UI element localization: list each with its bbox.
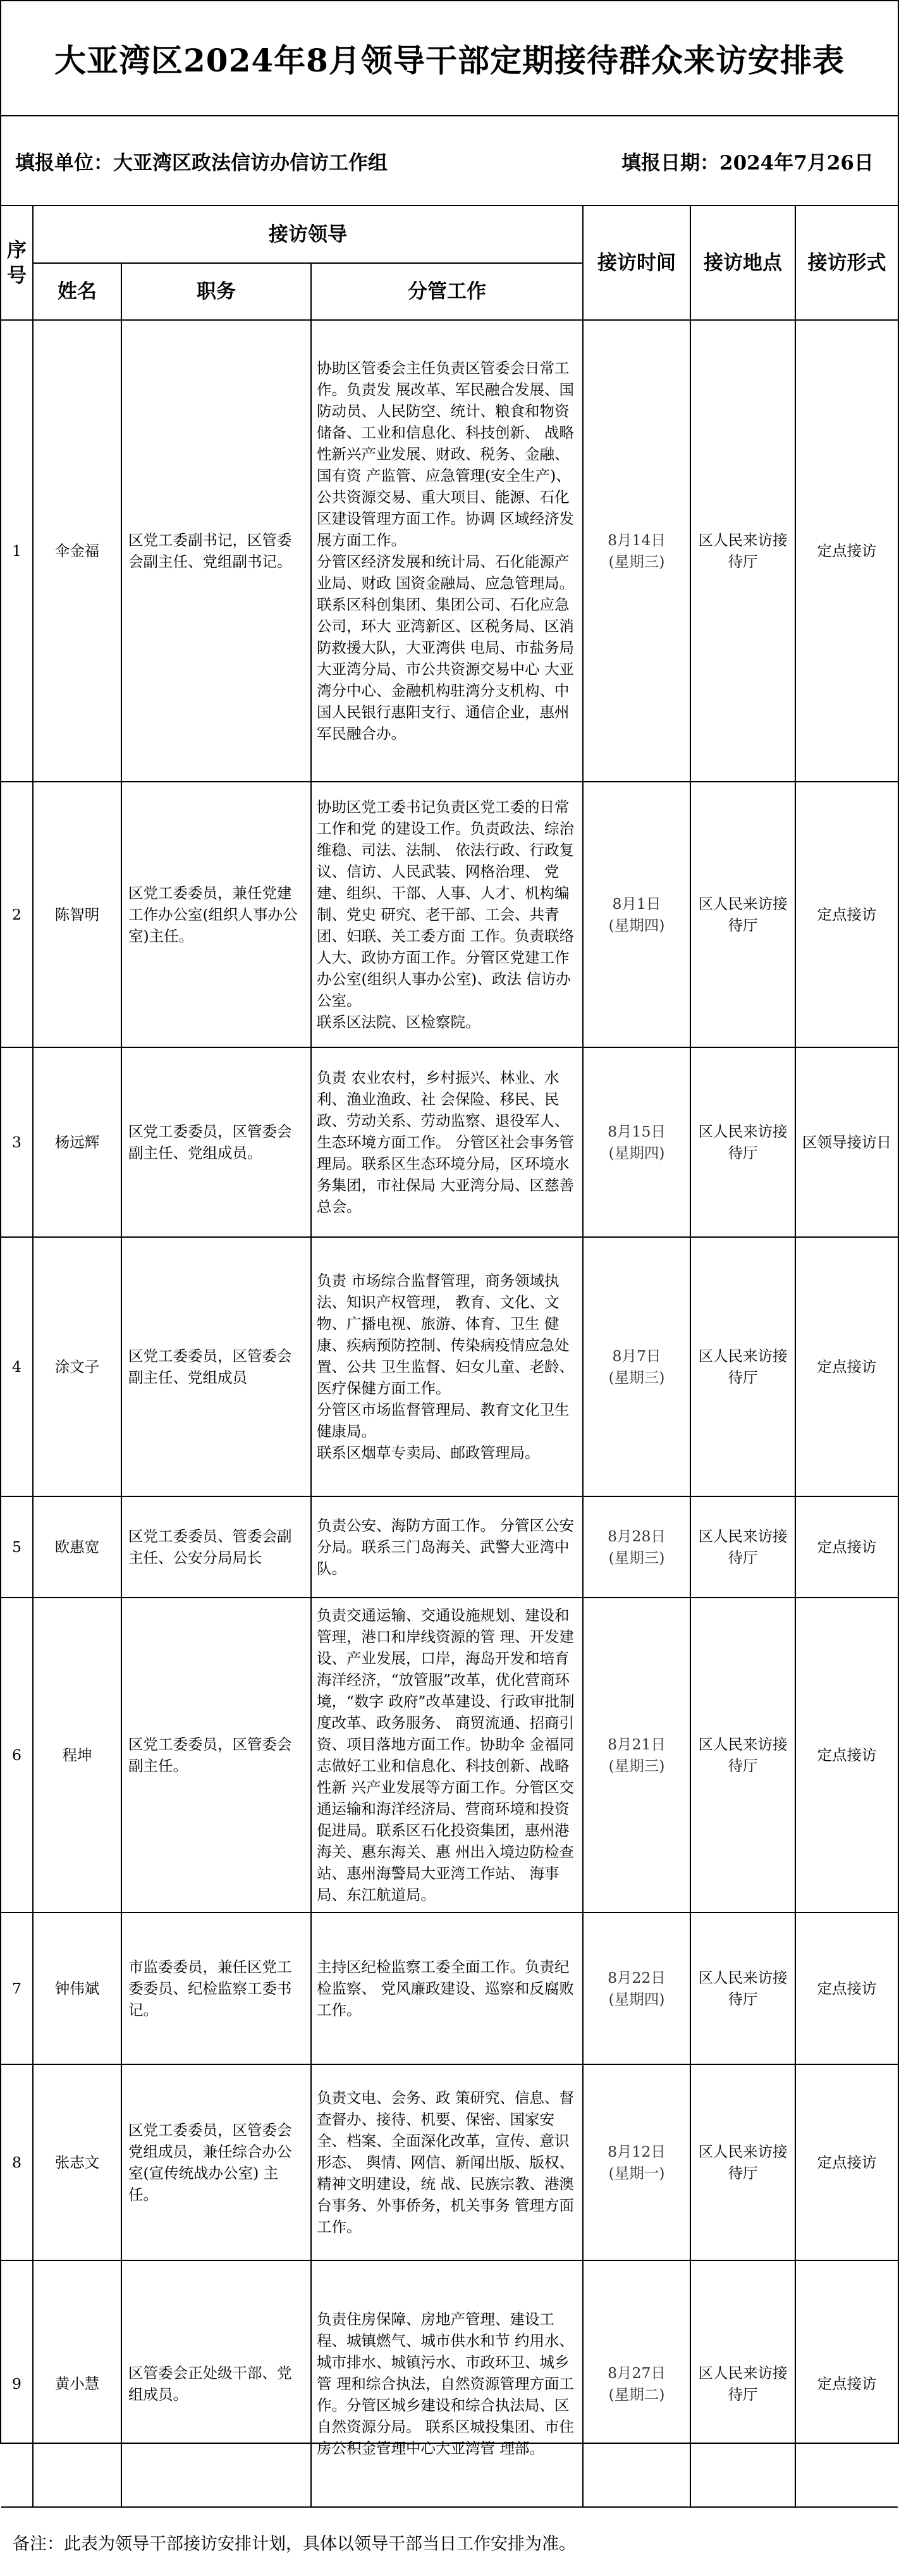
row-place: 区人民来访接待厅 (690, 1598, 795, 1913)
row-place: 区人民来访接待厅 (690, 2260, 795, 2507)
row-name: 涂文子 (33, 1237, 121, 1496)
row-post: 区管委会正处级干部、党组成员。 (121, 2260, 311, 2507)
row-place: 区人民来访接待厅 (690, 1047, 795, 1237)
row-date-day: 8月21日 (608, 1735, 666, 1753)
row-form: 定点接访 (795, 1496, 898, 1598)
table-row (1, 782, 898, 1047)
row-form: 定点接访 (795, 320, 898, 782)
filler-date-value: 2024年7月26日 (719, 151, 874, 175)
row-duties (311, 1047, 583, 1237)
duty-paragraph: 负责 农业农村，乡村振兴、林业、水利、渔业渔政、社 会保险、移民、民政、劳动关系、劳动监察、退役军人、生态环境方面工作。 分管区社会事务管理局。联系区生态环境分局，区环境水务集团，市社保局 大亚湾分局、区慈善总会。 (317, 1069, 574, 1216)
filler-unit-label: 填报单位： (15, 151, 113, 175)
row-name: 程坤 (33, 1598, 121, 1913)
duty-paragraph: 负责住房保障、房地产管理、建设工程、城镇燃气、城市供水和节 约用水、城市排水、城镇污水、市政环卫、城乡管 理和综合执法，自然资源管理方面工作。分管区城乡建设和综合执法局、区自然资源分局。 联系区城投集团、市住房公积金管理中心大亚湾管 理部。 (317, 2310, 574, 2457)
row-date-day: 8月15日 (608, 1123, 666, 1140)
table-row (1, 1598, 898, 1913)
row-post: 区党工委委员、管委会副主任、公安分局局长 (121, 1496, 311, 1598)
row-post: 区党工委委员，区管委会副主任、党组成员 (121, 1237, 311, 1496)
header-form: 接访形式 (795, 206, 898, 320)
row-date-day: 8月12日 (608, 2143, 666, 2160)
row-seq: 1 (1, 320, 33, 782)
row-date (583, 1598, 690, 1913)
row-place: 区人民来访接待厅 (690, 2064, 795, 2260)
row-post: 区党工委委员，兼任党建工作办公室(组织人事办公室)主任。 (121, 782, 311, 1047)
schedule-table (1, 206, 898, 2508)
row-duties (311, 782, 583, 1047)
row-date-weekday: (星期四) (608, 916, 665, 934)
row-date-weekday: (星期四) (608, 1990, 665, 2008)
duty-paragraph: 主持区纪检监察工委全面工作。负责纪检监察、 党风廉政建设、巡察和反腐败工作。 (317, 1958, 574, 2019)
row-date (583, 320, 690, 782)
row-seq: 2 (1, 782, 33, 1047)
filler-info-bar (1, 116, 898, 206)
row-seq: 9 (1, 2260, 33, 2507)
row-duties (311, 2260, 583, 2507)
header-seq: 序号 (1, 206, 33, 320)
row-form: 定点接访 (795, 1598, 898, 1913)
row-date-day: 8月7日 (612, 1347, 661, 1365)
table-row (1, 1913, 898, 2064)
row-form: 定点接访 (795, 1913, 898, 2064)
header-leader-group: 接访领导 (33, 206, 583, 263)
duty-paragraph: 负责 市场综合监督管理，商务领域执法、知识产权管理， 教育、文化、文物、广播电视、旅游、体育、卫生 健康、疾病预防控制、传染病疫情应急处置、公共 卫生监督、妇女儿童、老龄、医疗保健方面工作。 (317, 1272, 574, 1397)
row-form: 定点接访 (795, 2064, 898, 2260)
row-duties (311, 1913, 583, 2064)
schedule-rows (1, 320, 898, 2507)
row-form: 定点接访 (795, 1237, 898, 1496)
duty-paragraph: 负责公安、海防方面工作。 分管区公安分局。联系三门岛海关、武警大亚湾中队。 (317, 1517, 574, 1577)
row-date-weekday: (星期三) (608, 1369, 665, 1386)
row-post: 区党工委委员，区管委会副主任、党组成员。 (121, 1047, 311, 1237)
row-name: 陈智明 (33, 782, 121, 1047)
filler-unit (15, 147, 388, 175)
row-date (583, 1913, 690, 2064)
row-post: 市监委委员，兼任区党工委委员、纪检监察工委书记。 (121, 1913, 311, 2064)
row-date (583, 2064, 690, 2260)
row-date-day: 8月27日 (608, 2364, 666, 2382)
duty-paragraph: 联系区科创集团、集团公司、石化应急公司，环大 亚湾新区、区税务局、区消防救援大队，大亚湾供 电局、市盐务局大亚湾分局、市公共资源交易中心 大亚湾分中心、金融机构驻湾分支机构、中国人民银行惠阳支行、通信企业，惠州军民融合办。 (317, 596, 574, 743)
document-title: 大亚湾区2024年8月领导干部定期接待群众来访安排表 (1, 1, 898, 116)
row-seq: 6 (1, 1598, 33, 1913)
duty-paragraph: 负责文电、会务、政 策研究、信息、督查督办、接待、机要、保密、国家安全、档案、全面深化改革，宣传、意识形态、 舆情、网信、新闻出版、版权、精神文明建设，统 战、民族宗教、港澳台事务、外事侨务，机关事务 管理方面工作。 (317, 2089, 574, 2236)
row-date-weekday: (星期三) (608, 1549, 665, 1567)
row-date-day: 8月28日 (608, 1527, 666, 1545)
table-row (1, 1047, 898, 1237)
row-name: 伞金福 (33, 320, 121, 782)
table-row (1, 1496, 898, 1598)
row-date-day: 8月22日 (608, 1969, 666, 1987)
row-form: 定点接访 (795, 782, 898, 1047)
header-duties: 分管工作 (311, 263, 583, 320)
row-duties (311, 1237, 583, 1496)
row-seq: 4 (1, 1237, 33, 1496)
row-date-weekday: (星期三) (608, 553, 665, 570)
duty-paragraph: 分管区经济发展和统计局、石化能源产业局、财政 国资金融局、应急管理局。 (317, 553, 574, 592)
row-duties (311, 1496, 583, 1598)
row-name: 张志文 (33, 2064, 121, 2260)
row-duties (311, 1598, 583, 1913)
row-date (583, 1496, 690, 1598)
row-date-weekday: (星期三) (608, 1757, 665, 1775)
row-seq: 3 (1, 1047, 33, 1237)
duty-paragraph: 联系区法院、区检察院。 (317, 1013, 480, 1031)
row-name: 杨远辉 (33, 1047, 121, 1237)
header-name: 姓名 (33, 263, 121, 320)
row-form: 定点接访 (795, 2260, 898, 2507)
row-name: 黄小慧 (33, 2260, 121, 2507)
table-row (1, 2064, 898, 2260)
row-post: 区党工委委员，区管委会副主任。 (121, 1598, 311, 1913)
row-date (583, 2260, 690, 2507)
table-row (1, 1237, 898, 1496)
row-date-day: 8月1日 (612, 895, 661, 913)
row-place: 区人民来访接待厅 (690, 1237, 795, 1496)
row-form: 区领导接访日 (795, 1047, 898, 1237)
duty-paragraph: 协助区党工委书记负责区党工委的日常工作和党 的建设工作。负责政法、综治维稳、司法、法制、 依法行政、行政复议、信访、人民武装、网格治理、 党建、组织、干部、人事、人才、机构编制、党史 研究、老干部、工会、共青团、妇联、关工委方面 工作。负责联络人大、政协方面工作。分管区党建工作办公室(组织人事办公室)、政法 信访办公室。 (317, 798, 574, 1009)
filler-date-label: 填报日期： (621, 151, 719, 175)
row-duties (311, 2064, 583, 2260)
row-date (583, 782, 690, 1047)
row-date (583, 1237, 690, 1496)
row-name: 钟伟斌 (33, 1913, 121, 2064)
row-seq: 8 (1, 2064, 33, 2260)
row-post: 区党工委委员，区管委会党组成员，兼任综合办公室(宣传统战办公室) 主任。 (121, 2064, 311, 2260)
row-post: 区党工委副书记，区管委会副主任、党组副书记。 (121, 320, 311, 782)
filler-date (621, 147, 874, 175)
row-date-weekday: (星期一) (608, 2164, 665, 2182)
duty-paragraph: 协助区管委会主任负责区管委会日常工作。负责发 展改革、军民融合发展、国防动员、人民防空、统计、粮食和物资储备、工业和信息化、科技创新、 战略性新兴产业发展、财政、税务、金融、国有资 产监管、应急管理(安全生产)、公共资源交易、重大项目、能源、石化区建设管理方面工作。协调 区域经济发展方面工作。 (317, 359, 574, 549)
header-place: 接访地点 (690, 206, 795, 320)
row-seq: 5 (1, 1496, 33, 1598)
row-place: 区人民来访接待厅 (690, 1913, 795, 2064)
row-date-day: 8月14日 (608, 531, 666, 549)
duty-paragraph: 分管区市场监督管理局、教育文化卫生健康局。 (317, 1401, 570, 1440)
row-seq: 7 (1, 1913, 33, 2064)
header-post: 职务 (121, 263, 311, 320)
row-place: 区人民来访接待厅 (690, 782, 795, 1047)
duty-paragraph: 联系区烟草专卖局、邮政管理局。 (317, 1444, 540, 1462)
table-row (1, 320, 898, 782)
row-name: 欧惠宽 (33, 1496, 121, 1598)
row-place: 区人民来访接待厅 (690, 320, 795, 782)
header-time: 接访时间 (583, 206, 690, 320)
row-duties (311, 320, 583, 782)
row-date-weekday: (星期二) (608, 2386, 665, 2403)
duty-paragraph: 负责交通运输、交通设施规划、建设和管理，港口和岸线资源的管 理、开发建设、产业发展，口岸，海岛开发和培育海洋经济，“放管服”改革，优化营商环境，“数字 政府”改革建设、行政审批制度改革、政务服务、 商贸流通、招商引资、项目落地方面工作。协助伞 金福同志做好工业和信息化、科技创新、战略性新 兴产业发展等方面工作。分管区交通运输和海洋经济局、营商环境和投资促进局。联系区石化投资集团，惠州港海关、惠东海关、惠 州出入境边防检查站、惠州海警局大亚湾工作站、 海事局、东江航道局。 (317, 1606, 575, 1904)
row-date (583, 1047, 690, 1237)
row-date-weekday: (星期四) (608, 1144, 665, 1162)
table-row (1, 2260, 898, 2507)
footnote: 备注：此表为领导干部接访安排计划，具体以领导干部当日工作安排为准。 (13, 2534, 576, 2554)
filler-unit-value: 大亚湾区政法信访办信访工作组 (113, 151, 388, 175)
row-place: 区人民来访接待厅 (690, 1496, 795, 1598)
